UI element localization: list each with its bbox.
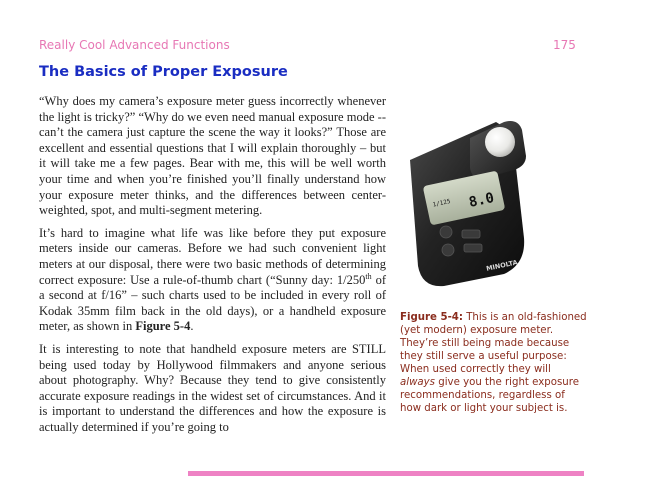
paragraph-2-text-b: of a second at f/16” – such charts used to be included in every roll of Kodak 35mm film back in the old days), or a handheld exposure meter, as shown in <box>39 272 386 334</box>
lcd-main-value: 8.0 <box>467 189 496 211</box>
body-text <box>39 94 386 442</box>
light-dome <box>485 127 515 157</box>
memory-button <box>464 244 482 252</box>
running-head: Really Cool Advanced Functions <box>39 38 230 52</box>
exposure-meter-photo <box>400 108 536 288</box>
figure-reference: Figure 5-4 <box>135 319 191 334</box>
up-button <box>440 226 452 238</box>
caption-emphasis: always <box>400 377 435 388</box>
section-title: The Basics of Proper Exposure <box>39 64 288 80</box>
mode-button <box>462 230 480 238</box>
brand-logo: MINOLTA <box>485 258 519 273</box>
figure-caption <box>400 311 588 415</box>
ordinal-superscript: th <box>365 271 372 281</box>
lcd-small-value: 1/125 <box>432 197 452 209</box>
footer-rule <box>188 471 584 476</box>
caption-text-a: This is an old-fashioned (yet modern) exposure meter. They’re still being made because they still serve a useful purpose: When used correctly they will <box>400 312 587 375</box>
figure-label: Figure 5-4: <box>400 312 463 323</box>
paragraph-2-text-c: . <box>190 319 194 334</box>
page-number: 175 <box>553 38 576 52</box>
caption-text-b: give you the right exposure recommendations, regardless of how dark or light your subject is. <box>400 377 579 414</box>
down-button <box>442 244 454 256</box>
paragraph-3: It is interesting to note that handheld exposure meters are STILL being used today by Hollywood filmmakers and anyone serious about photography. Why? Because they tend to give consistently accurate exposure readings in the widest set of circumstances. And it is important to understand the differences and how the exposure is actually determined if you’re going to <box>39 341 386 434</box>
paragraph-1: “Why does my camera’s exposure meter guess incorrectly whenever the light is tricky?” “Why do we even need manual exposure mode -- can’t the camera just capture the scene the way it looks?” Those are excellent and essential questions that I will explain thoroughly – but it will take me a few pages. Bear with me, this will be well worth your time and when you’re finished you’ll finally understand how your exposure meter thinks, and the differences between center-weighted, spot, and multi-segment metering. <box>39 94 386 218</box>
paragraph-2-text-a: It’s hard to imagine what life was like before they put exposure meters inside our cameras. Before we had such convenient light meters at our disposal, there were two basic methods of determining correct exposure: Use a rule-of-thumb chart (“Sunny day: 1/250 <box>39 225 386 287</box>
paragraph-2 <box>39 226 386 335</box>
